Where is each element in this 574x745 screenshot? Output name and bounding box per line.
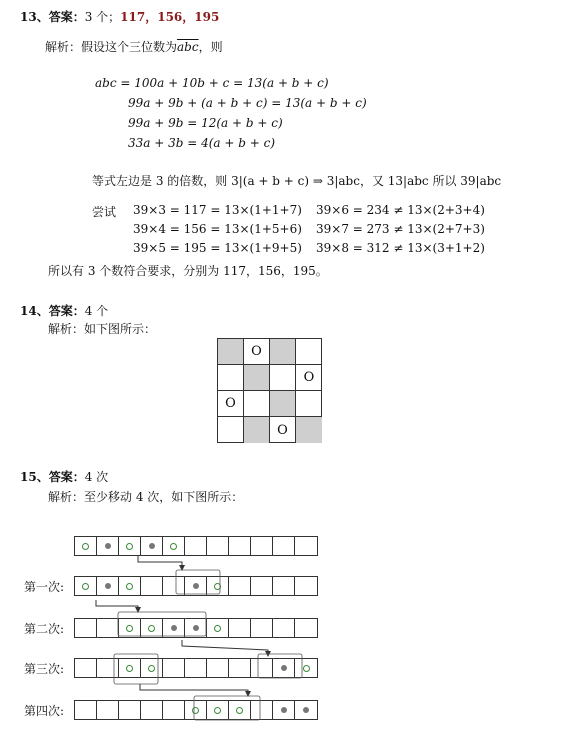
step-label: 第三次: (24, 662, 65, 676)
move-bracket-2 (118, 612, 206, 636)
q13-analysis-var: $\overline{abc}$ (177, 40, 199, 54)
move-bracket-3 (258, 654, 302, 678)
step-label: 第二次: (24, 622, 65, 636)
q13-trial-left-3: 39×5 = 195 = 13×(1+9+5) (133, 241, 302, 255)
q13-eq2: 99a + 9b + (a + b + c) = 13(a + b + c) (128, 96, 367, 110)
q13-trial-left-2: 39×4 = 156 = 13×(1+5+6) (133, 222, 302, 236)
step-label: 第四次: (24, 704, 65, 718)
q14-answer-value: 4 个 (84, 304, 109, 318)
q14-number: 14、 (20, 304, 49, 318)
q13-conclusion: 所以有 3 个数符合要求，分别为 117，156，195。 (48, 264, 328, 278)
q13-trial-right-2: 39×7 = 273 ≠ 13×(2+7+3) (316, 222, 485, 236)
step-label: 第一次: (24, 580, 65, 594)
q13-analysis-text: 假设这个三位数为 (81, 40, 178, 54)
q15-answer-value: 4 次 (84, 470, 109, 484)
move-arrow-3 (182, 640, 268, 656)
q13-divisibility: 等式左边是 3 的倍数，则 3|(a + b + c) ⇒ 3|abc，又 13|abc 所以 39|abc (92, 174, 502, 188)
q13-try-label: 尝试 (92, 205, 117, 219)
q13-eq1: abc = 100a + 10b + c = 13(a + b + c) (95, 76, 329, 90)
q14-analysis: 解析：如下图所示： (48, 322, 157, 336)
q13-trial-right-1: 39×6 = 234 ≠ 13×(2+3+4) (316, 203, 485, 217)
grid-mark: O (277, 422, 288, 438)
move-bracket-3b (114, 654, 158, 684)
q14-answer-label: 答案： (48, 304, 85, 318)
move-arrow-2 (96, 600, 138, 612)
q13-eq4: 33a + 3b = 4(a + b + c) (128, 136, 276, 150)
grid-mark: O (251, 344, 262, 359)
grid-mark: O (225, 396, 236, 411)
q15-number: 15、 (20, 470, 49, 484)
move-arrow-1 (138, 556, 182, 570)
q13-analysis-label: 解析： (45, 40, 82, 54)
q13-answer-count: 3 个； (84, 10, 121, 24)
move-arrow-4 (140, 684, 248, 696)
q13-number: 13、 (20, 10, 49, 24)
move-bracket-4 (194, 696, 260, 720)
q15-answer-label: 答案： (48, 470, 85, 484)
q13-trial-right-3: 39×8 = 312 ≠ 13×(3+1+2) (316, 241, 485, 255)
q13-trial-left-1: 39×3 = 117 = 13×(1+1+7) (133, 203, 302, 217)
move-bracket-1 (176, 570, 220, 594)
q15-analysis: 解析：至少移动 4 次，如下图所示： (48, 490, 244, 504)
q13-answer-label: 答案： (48, 10, 85, 24)
grid-mark: O (303, 370, 315, 385)
q13-eq3: 99a + 9b = 12(a + b + c) (128, 116, 283, 130)
q13-analysis-tail: ，则 (198, 40, 223, 54)
q13-answer-values: 117，156，195 (120, 10, 220, 24)
